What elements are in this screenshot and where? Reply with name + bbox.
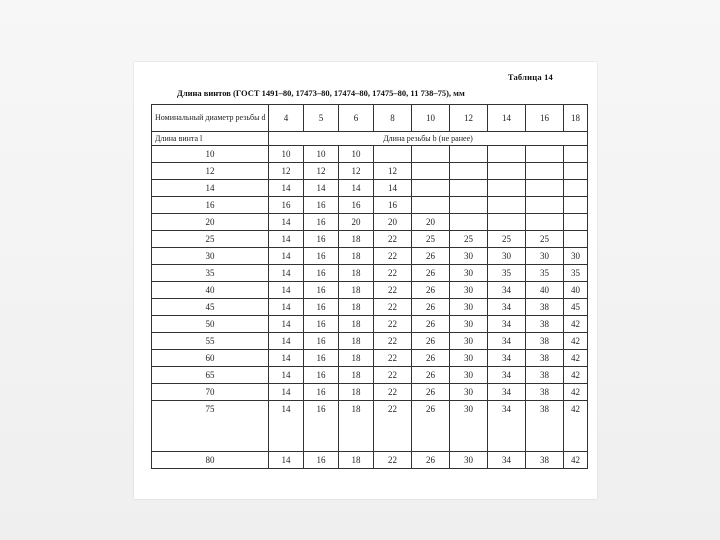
thread-length-cell: 30: [450, 452, 488, 469]
table-row: [152, 163, 588, 180]
thread-length-cell: 16: [304, 401, 339, 452]
thread-length-cell: 16: [304, 248, 339, 265]
table-row: [152, 367, 588, 384]
thread-length-cell: 30: [450, 299, 488, 316]
thread-length-cell: 14: [269, 214, 304, 231]
thread-length-cell: 14: [269, 231, 304, 248]
thread-length-cell: 26: [412, 367, 450, 384]
diameter-cell: 5: [304, 105, 339, 132]
screw-length-cell: 55: [152, 333, 269, 350]
thread-length-cell: 14: [269, 384, 304, 401]
thread-length-cell: [450, 214, 488, 231]
thread-length-cell: 14: [269, 367, 304, 384]
thread-length-cell: 22: [374, 333, 412, 350]
thread-length-cell: [564, 180, 588, 197]
screw-length-cell: 50: [152, 316, 269, 333]
diameter-cell: 10: [412, 105, 450, 132]
thread-length-cell: 14: [269, 265, 304, 282]
thread-length-cell: 38: [526, 299, 564, 316]
thread-length-cell: 18: [339, 282, 374, 299]
thread-length-cell: 16: [304, 384, 339, 401]
thread-length-cell: 18: [339, 333, 374, 350]
thread-length-cell: 38: [526, 384, 564, 401]
screw-length-cell: 75: [152, 401, 269, 452]
screw-length-cell: 12: [152, 163, 269, 180]
thread-length-cell: 14: [269, 350, 304, 367]
thread-length-cell: [412, 163, 450, 180]
thread-length-cell: 18: [339, 401, 374, 452]
thread-length-cell: 42: [564, 452, 588, 469]
thread-length-cell: 26: [412, 350, 450, 367]
thread-length-cell: 34: [488, 401, 526, 452]
thread-length-cell: 25: [412, 231, 450, 248]
thread-length-cell: 14: [269, 452, 304, 469]
thread-length-cell: [450, 146, 488, 163]
thread-length-cell: 22: [374, 384, 412, 401]
screw-length-table: [151, 104, 588, 469]
thread-length-cell: 16: [304, 214, 339, 231]
screw-length-cell: 16: [152, 197, 269, 214]
thread-length-cell: 16: [304, 282, 339, 299]
thread-length-cell: 14: [339, 180, 374, 197]
thread-length-cell: 14: [269, 401, 304, 452]
thread-length-cell: 18: [339, 350, 374, 367]
thread-length-cell: 16: [304, 333, 339, 350]
thread-length-cell: 10: [304, 146, 339, 163]
thread-length-cell: 26: [412, 248, 450, 265]
thread-length-cell: 38: [526, 333, 564, 350]
thread-length-cell: 38: [526, 367, 564, 384]
thread-length-cell: 26: [412, 401, 450, 452]
thread-length-cell: 12: [304, 163, 339, 180]
thread-length-cell: 14: [269, 282, 304, 299]
thread-length-cell: 45: [564, 299, 588, 316]
thread-length-cell: 22: [374, 452, 412, 469]
thread-length-cell: 30: [450, 248, 488, 265]
thread-length-cell: [526, 214, 564, 231]
thread-length-cell: 26: [412, 452, 450, 469]
table-row: [152, 401, 588, 452]
thread-length-cell: [488, 214, 526, 231]
thread-length-cell: 30: [526, 248, 564, 265]
screw-length-cell: 80: [152, 452, 269, 469]
thread-length-cell: 30: [450, 333, 488, 350]
thread-length-cell: 30: [564, 248, 588, 265]
thread-length-cell: 38: [526, 452, 564, 469]
thread-length-cell: 22: [374, 316, 412, 333]
thread-length-cell: [564, 231, 588, 248]
thread-length-cell: [564, 197, 588, 214]
table-row: [152, 231, 588, 248]
thread-length-cell: 25: [526, 231, 564, 248]
thread-length-cell: 10: [269, 146, 304, 163]
thread-length-cell: 14: [269, 180, 304, 197]
thread-length-cell: [526, 163, 564, 180]
thread-length-cell: 14: [269, 248, 304, 265]
thread-length-cell: 42: [564, 367, 588, 384]
thread-length-cell: 14: [269, 333, 304, 350]
thread-length-cell: [450, 163, 488, 180]
thread-length-cell: 16: [374, 197, 412, 214]
thread-length-cell: 20: [412, 214, 450, 231]
thread-length-cell: 35: [564, 265, 588, 282]
thread-length-cell: [488, 146, 526, 163]
thread-length-cell: 30: [450, 384, 488, 401]
table-row: [152, 452, 588, 469]
thread-length-cell: 34: [488, 299, 526, 316]
thread-length-cell: 22: [374, 367, 412, 384]
screw-length-cell: 40: [152, 282, 269, 299]
thread-length-cell: 42: [564, 401, 588, 452]
thread-length-cell: 25: [450, 231, 488, 248]
thread-length-cell: [488, 163, 526, 180]
thread-length-cell: 10: [339, 146, 374, 163]
thread-length-cell: 12: [339, 163, 374, 180]
thread-length-cell: 26: [412, 333, 450, 350]
table-caption: Длина винтов (ГОСТ 1491–80, 17473–80, 17474–80, 17475–80, 11 738–75), мм: [177, 88, 465, 98]
thread-length-cell: 38: [526, 350, 564, 367]
screw-length-cell: 35: [152, 265, 269, 282]
thread-length-cell: 18: [339, 367, 374, 384]
diameter-cell: 18: [564, 105, 588, 132]
thread-length-cell: 18: [339, 384, 374, 401]
screw-length-cell: 25: [152, 231, 269, 248]
header-row-diameters: [152, 105, 588, 132]
thread-length-cell: 34: [488, 333, 526, 350]
thread-length-cell: 34: [488, 350, 526, 367]
thread-length-cell: [374, 146, 412, 163]
thread-length-cell: 30: [450, 401, 488, 452]
thread-length-cell: 16: [304, 265, 339, 282]
thread-length-cell: 18: [339, 316, 374, 333]
thread-length-cell: [488, 197, 526, 214]
thread-length-cell: 34: [488, 452, 526, 469]
thread-length-cell: 14: [304, 180, 339, 197]
table-row: [152, 299, 588, 316]
thread-length-cell: 18: [339, 248, 374, 265]
table-row: [152, 282, 588, 299]
table-row: [152, 197, 588, 214]
thread-length-cell: 16: [304, 299, 339, 316]
thread-length-cell: 26: [412, 299, 450, 316]
thread-length-cell: [412, 146, 450, 163]
thread-length-cell: 18: [339, 231, 374, 248]
thread-length-cell: 22: [374, 231, 412, 248]
thread-length-cell: 34: [488, 384, 526, 401]
thread-length-cell: 22: [374, 282, 412, 299]
thread-length-cell: 30: [450, 282, 488, 299]
table-row: [152, 316, 588, 333]
thread-length-cell: 30: [450, 316, 488, 333]
thread-length-cell: 26: [412, 316, 450, 333]
screw-length-cell: 65: [152, 367, 269, 384]
thread-length-cell: 16: [304, 231, 339, 248]
screw-length-cell: 14: [152, 180, 269, 197]
thread-length-cell: 16: [304, 452, 339, 469]
thread-length-cell: 14: [269, 299, 304, 316]
table-row: [152, 214, 588, 231]
thread-length-cell: 14: [269, 316, 304, 333]
table-row: [152, 384, 588, 401]
thread-length-cell: 42: [564, 384, 588, 401]
thread-length-cell: 35: [526, 265, 564, 282]
thread-length-cell: [564, 146, 588, 163]
diameter-cell: 16: [526, 105, 564, 132]
thread-length-cell: 18: [339, 452, 374, 469]
table-row: [152, 265, 588, 282]
thread-length-cell: 20: [339, 214, 374, 231]
document-page: [134, 62, 597, 499]
thread-length-cell: [450, 197, 488, 214]
length-header-label: Длина винта l: [152, 132, 269, 146]
thread-length-cell: 16: [304, 350, 339, 367]
thread-length-cell: 16: [339, 197, 374, 214]
thread-length-cell: 16: [304, 316, 339, 333]
thread-length-cell: 12: [374, 163, 412, 180]
thread-length-cell: 34: [488, 316, 526, 333]
screw-length-cell: 10: [152, 146, 269, 163]
thread-length-cell: 16: [304, 197, 339, 214]
thread-length-cell: 35: [488, 265, 526, 282]
thread-length-cell: 34: [488, 282, 526, 299]
thread-length-cell: 42: [564, 333, 588, 350]
thread-length-cell: 40: [526, 282, 564, 299]
thread-length-cell: [564, 163, 588, 180]
thread-length-cell: [412, 180, 450, 197]
thread-length-cell: [526, 197, 564, 214]
thread-length-cell: 25: [488, 231, 526, 248]
thread-length-cell: 42: [564, 350, 588, 367]
diameter-cell: 4: [269, 105, 304, 132]
thread-length-cell: 22: [374, 248, 412, 265]
thread-length-cell: 26: [412, 282, 450, 299]
thread-length-cell: 16: [269, 197, 304, 214]
thread-length-cell: [412, 197, 450, 214]
header-row-lengths: [152, 132, 588, 146]
table-row: [152, 180, 588, 197]
thread-length-cell: 30: [450, 367, 488, 384]
thread-length-cell: [526, 146, 564, 163]
thread-length-cell: 22: [374, 401, 412, 452]
thread-length-cell: 30: [450, 265, 488, 282]
screw-length-cell: 70: [152, 384, 269, 401]
thread-length-cell: 40: [564, 282, 588, 299]
thread-header-label: Длина резьбы b (не ранее): [269, 132, 588, 146]
diameter-cell: 6: [339, 105, 374, 132]
screw-length-cell: 30: [152, 248, 269, 265]
thread-length-cell: 22: [374, 350, 412, 367]
thread-length-cell: 30: [450, 350, 488, 367]
thread-length-cell: 12: [269, 163, 304, 180]
thread-length-cell: [564, 214, 588, 231]
thread-length-cell: 22: [374, 299, 412, 316]
thread-length-cell: 16: [304, 367, 339, 384]
diameter-cell: 14: [488, 105, 526, 132]
table-row: [152, 350, 588, 367]
thread-length-cell: 20: [374, 214, 412, 231]
thread-length-cell: [488, 180, 526, 197]
thread-length-cell: 26: [412, 265, 450, 282]
thread-length-cell: 34: [488, 367, 526, 384]
table-number: Таблица 14: [507, 72, 553, 82]
table-row: [152, 333, 588, 350]
diameter-header-label: Номинальный диаметр резьбы d: [152, 105, 269, 132]
thread-length-cell: 38: [526, 316, 564, 333]
screw-length-cell: 45: [152, 299, 269, 316]
thread-length-cell: 18: [339, 265, 374, 282]
thread-length-cell: 18: [339, 299, 374, 316]
screw-length-cell: 60: [152, 350, 269, 367]
thread-length-cell: [450, 180, 488, 197]
screw-length-cell: 20: [152, 214, 269, 231]
thread-length-cell: 26: [412, 384, 450, 401]
table-row: [152, 146, 588, 163]
thread-length-cell: 22: [374, 265, 412, 282]
thread-length-cell: 14: [374, 180, 412, 197]
thread-length-cell: 38: [526, 401, 564, 452]
thread-length-cell: 42: [564, 316, 588, 333]
thread-length-cell: 30: [488, 248, 526, 265]
diameter-cell: 8: [374, 105, 412, 132]
diameter-cell: 12: [450, 105, 488, 132]
table-row: [152, 248, 588, 265]
thread-length-cell: [526, 180, 564, 197]
